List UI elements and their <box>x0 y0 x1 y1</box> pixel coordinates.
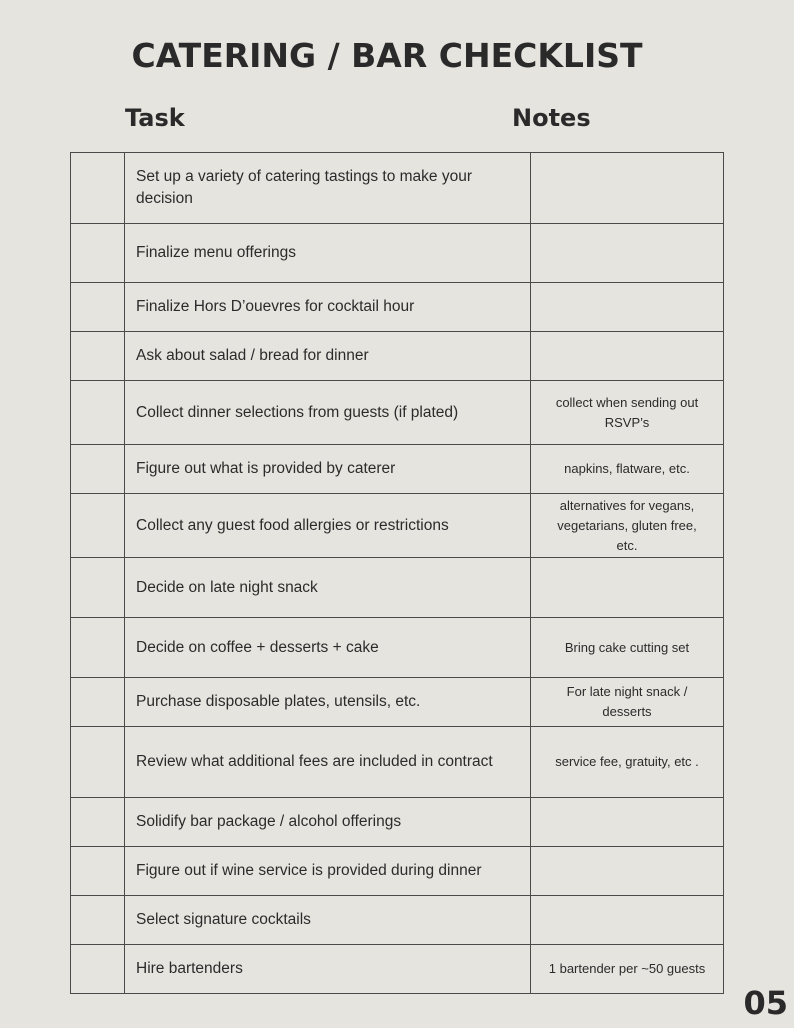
notes-cell <box>531 332 724 381</box>
table-row <box>71 494 724 558</box>
notes-cell: service fee, gratuity, etc . <box>531 727 724 798</box>
notes-cell <box>531 896 724 945</box>
task-cell: Hire bartenders <box>125 945 531 994</box>
checkbox[interactable] <box>71 896 125 945</box>
task-cell: Select signature cocktails <box>125 896 531 945</box>
checkbox[interactable] <box>71 678 125 727</box>
task-cell: Finalize menu offerings <box>125 224 531 283</box>
table-row <box>71 381 724 445</box>
page-title: CATERING / BAR CHECKLIST <box>131 36 643 75</box>
notes-cell: napkins, flatware, etc. <box>531 445 724 494</box>
task-cell: Set up a variety of catering tastings to make your decision <box>125 153 531 224</box>
table-row <box>71 558 724 618</box>
table-row <box>71 847 724 896</box>
task-cell: Finalize Hors D’ouevres for cocktail hour <box>125 283 531 332</box>
checkbox[interactable] <box>71 332 125 381</box>
checkbox[interactable] <box>71 945 125 994</box>
table-row <box>71 283 724 332</box>
task-cell: Figure out what is provided by caterer <box>125 445 531 494</box>
notes-cell <box>531 798 724 847</box>
table-row <box>71 798 724 847</box>
table-row <box>71 678 724 727</box>
table-row <box>71 727 724 798</box>
table-row <box>71 945 724 994</box>
checkbox[interactable] <box>71 798 125 847</box>
checkbox[interactable] <box>71 494 125 558</box>
table-row <box>71 445 724 494</box>
checkbox[interactable] <box>71 445 125 494</box>
notes-cell: For late night snack / desserts <box>531 678 724 727</box>
checkbox[interactable] <box>71 381 125 445</box>
notes-cell <box>531 224 724 283</box>
notes-cell: collect when sending out RSVP’s <box>531 381 724 445</box>
checkbox[interactable] <box>71 618 125 678</box>
notes-cell <box>531 847 724 896</box>
task-cell: Decide on late night snack <box>125 558 531 618</box>
table-row <box>71 332 724 381</box>
checkbox[interactable] <box>71 847 125 896</box>
task-cell: Ask about salad / bread for dinner <box>125 332 531 381</box>
task-cell: Decide on coffee + desserts + cake <box>125 618 531 678</box>
task-column-header: Task <box>125 104 185 132</box>
page-number: 05 <box>743 984 788 1022</box>
task-cell: Review what additional fees are included in contract <box>125 727 531 798</box>
table-row <box>71 224 724 283</box>
task-cell: Solidify bar package / alcohol offerings <box>125 798 531 847</box>
checkbox[interactable] <box>71 727 125 798</box>
checkbox[interactable] <box>71 153 125 224</box>
checklist-table <box>70 152 724 994</box>
notes-cell: 1 bartender per ~50 guests <box>531 945 724 994</box>
checkbox[interactable] <box>71 224 125 283</box>
notes-cell: alternatives for vegans, vegetarians, gluten free, etc. <box>531 494 724 558</box>
notes-cell: Bring cake cutting set <box>531 618 724 678</box>
table-row <box>71 896 724 945</box>
checkbox[interactable] <box>71 558 125 618</box>
task-cell: Collect any guest food allergies or restrictions <box>125 494 531 558</box>
notes-cell <box>531 558 724 618</box>
table-row <box>71 153 724 224</box>
notes-cell <box>531 153 724 224</box>
table-row <box>71 618 724 678</box>
notes-cell <box>531 283 724 332</box>
notes-column-header: Notes <box>512 104 591 132</box>
checkbox[interactable] <box>71 283 125 332</box>
task-cell: Figure out if wine service is provided during dinner <box>125 847 531 896</box>
task-cell: Purchase disposable plates, utensils, etc. <box>125 678 531 727</box>
task-cell: Collect dinner selections from guests (if plated) <box>125 381 531 445</box>
